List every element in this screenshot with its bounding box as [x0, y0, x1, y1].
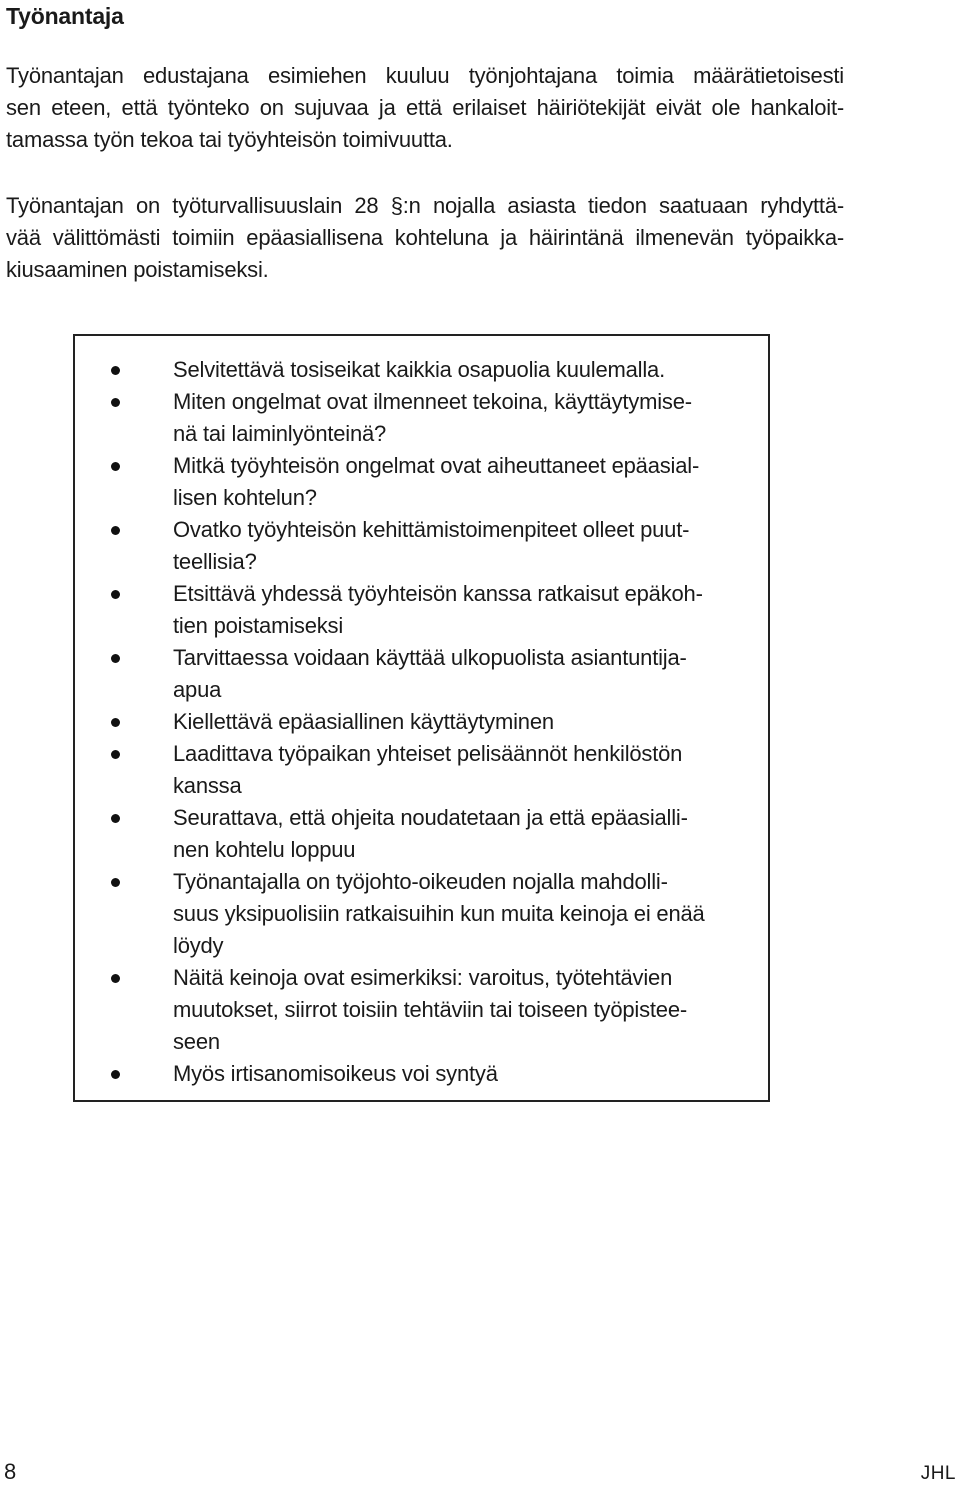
bullet-item: [111, 866, 711, 962]
action-checklist: [111, 354, 711, 1090]
bullet-text-line: Mitkä työyhteisön ongelmat ovat aiheuttaneet epäasial-: [173, 453, 700, 478]
bullet-dot-icon: [111, 526, 120, 535]
action-checklist-box: [73, 334, 770, 1102]
bullet-text-line: nä tai laiminlyönteinä?: [173, 421, 387, 446]
bullet-item: [111, 802, 711, 866]
bullet-item: [111, 514, 711, 578]
paragraph-line: Työnantajan on työturvallisuuslain 28 §:n nojalla asiasta tiedon saatuaan ryhdyttä-: [6, 193, 844, 218]
bullet-text-line: lisen kohtelun?: [173, 485, 317, 510]
bullet-text-line: kanssa: [173, 773, 242, 798]
bullet-text-line: muutokset, siirrot toisiin tehtäviin tai toiseen työpistee-: [173, 997, 687, 1022]
paragraph-line: Työnantajan edustajana esimiehen kuuluu työnjohtajana toimia määrätietoisesti: [6, 63, 844, 88]
bullet-text: [173, 1058, 711, 1090]
bullet-dot-icon: [111, 814, 120, 823]
bullet-item: [111, 962, 711, 1058]
bullet-dot-icon: [111, 654, 120, 663]
bullet-dot-icon: [111, 366, 120, 375]
bullet-item: [111, 386, 711, 450]
law-paragraph: [6, 190, 844, 286]
intro-paragraph: [6, 60, 844, 156]
bullet-text: [173, 706, 711, 738]
paragraph-line: tamassa työn tekoa tai työyhteisön toimivuutta.: [6, 127, 453, 152]
page-title: Työnantaja: [6, 3, 124, 29]
bullet-text: [173, 354, 711, 386]
bullet-text: [173, 642, 711, 706]
bullet-text: [173, 802, 711, 866]
bullet-item: [111, 450, 711, 514]
bullet-text: [173, 962, 711, 1058]
bullet-text-line: seen: [173, 1029, 220, 1054]
paragraph-line: kiusaaminen poistamiseksi.: [6, 257, 269, 282]
bullet-dot-icon: [111, 1070, 120, 1079]
bullet-text: [173, 866, 711, 962]
bullet-item: [111, 738, 711, 802]
bullet-text-line: suus yksipuolisiin ratkaisuihin kun muita keinoja ei enää: [173, 901, 705, 926]
bullet-item: [111, 354, 711, 386]
bullet-text-line: löydy: [173, 933, 224, 958]
bullet-text-line: Miten ongelmat ovat ilmenneet tekoina, käyttäytymise-: [173, 389, 692, 414]
paragraph-line: sen eteen, että työnteko on sujuvaa ja että erilaiset häiriötekijät eivät ole hankaloit-: [6, 95, 844, 120]
bullet-text: [173, 578, 711, 642]
bullet-text-line: Laadittava työpaikan yhteiset pelisäännöt henkilöstön: [173, 741, 683, 766]
bullet-item: [111, 706, 711, 738]
bullet-text-line: Tarvittaessa voidaan käyttää ulkopuolista asiantuntija-: [173, 645, 687, 670]
bullet-text-line: Myös irtisanomisoikeus voi syntyä: [173, 1061, 498, 1086]
bullet-dot-icon: [111, 878, 120, 887]
bullet-text-line: nen kohtelu loppuu: [173, 837, 356, 862]
bullet-dot-icon: [111, 750, 120, 759]
bullet-text-line: Selvitettävä tosiseikat kaikkia osapuolia kuulemalla.: [173, 357, 665, 382]
bullet-text-line: apua: [173, 677, 222, 702]
bullet-text-line: tien poistamiseksi: [173, 613, 344, 638]
bullet-item: [111, 1058, 711, 1090]
bullet-text-line: Näitä keinoja ovat esimerkiksi: varoitus, työtehtävien: [173, 965, 673, 990]
bullet-text-line: Ovatko työyhteisön kehittämistoimenpiteet olleet puut-: [173, 517, 690, 542]
bullet-text: [173, 738, 711, 802]
bullet-text-line: teellisia?: [173, 549, 257, 574]
bullet-text-line: Kiellettävä epäasiallinen käyttäytyminen: [173, 709, 554, 734]
bullet-dot-icon: [111, 718, 120, 727]
bullet-item: [111, 578, 711, 642]
paragraph-line: vää välittömästi toimiin epäasiallisena kohteluna ja häirintänä ilmenevän työpaikka-: [6, 225, 844, 250]
bullet-text-line: Etsittävä yhdessä työyhteisön kanssa ratkaisut epäkoh-: [173, 581, 703, 606]
bullet-text: [173, 450, 711, 514]
bullet-dot-icon: [111, 398, 120, 407]
page-number: 8: [4, 1459, 17, 1484]
bullet-dot-icon: [111, 462, 120, 471]
bullet-text: [173, 386, 711, 450]
bullet-item: [111, 642, 711, 706]
bullet-dot-icon: [111, 590, 120, 599]
bullet-dot-icon: [111, 974, 120, 983]
bullet-text: [173, 514, 711, 578]
footer-organization: JHL: [920, 1463, 956, 1484]
bullet-text-line: Seurattava, että ohjeita noudatetaan ja että epäasialli-: [173, 805, 688, 830]
bullet-text-line: Työnantajalla on työjohto-oikeuden nojalla mahdolli-: [173, 869, 668, 894]
